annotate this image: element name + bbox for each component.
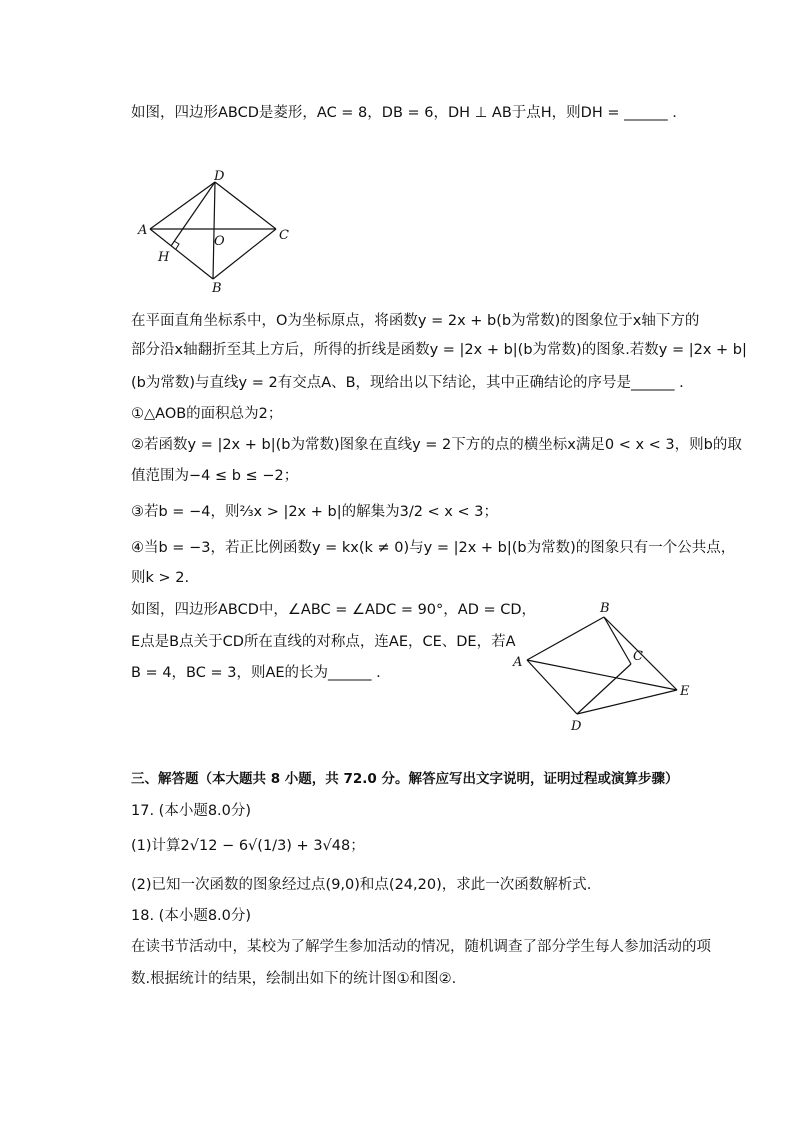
seg-DE — [577, 690, 677, 714]
label-C: C — [279, 228, 289, 243]
q16-line3: B = 4，BC = 3，则AE的长为______ . — [131, 665, 381, 681]
q18-line1: 在读书节活动中，某校为了解学生参加活动的情况，随机调查了部分学生每人参加活动的项 — [131, 939, 711, 955]
rhombus-figure — [135, 168, 315, 298]
q17-part1 — [131, 836, 365, 856]
label-A: A — [513, 655, 523, 670]
q15-line2: 部分沿x轴翻折至其上方后，所得的折线是函数y = |2x + b|(b为常数)的图象.若数y = |2x + b| — [131, 342, 747, 358]
label-C: C — [633, 649, 643, 664]
label-A: A — [138, 223, 148, 238]
label-B: B — [212, 281, 222, 296]
q14-text: 如图，四边形ABCD是菱形，AC = 8，DB = 6，DH ⊥ AB于点H，则DH = ______ . — [131, 105, 677, 121]
label-B: B — [600, 601, 610, 616]
q15-conclusion-1: ①△AOB的面积总为2； — [131, 406, 283, 422]
q15-conclusion-4a: ④当b = −3，若正比例函数y = kx(k ≠ 0)与y = |2x + b|(b为常数)的图象只有一个公共点， — [131, 540, 736, 556]
edge-DC — [215, 182, 276, 229]
q15-conclusion-3: ③若b = −4，则⅔x > |2x + b|的解集为3/2 < x < 3； — [131, 504, 498, 520]
label-D: D — [214, 169, 225, 184]
edge-AB — [527, 617, 604, 660]
seg-AE — [527, 660, 677, 690]
q17-part1-expression: 2√12 − 6√(1/3) + 3√48； — [180, 838, 365, 854]
q15-conclusion-2a: ②若函数y = |2x + b|(b为常数)图象在直线y = 2下方的点的横坐标x满足0 < x < 3，则b的取 — [131, 437, 742, 453]
right-angle-mark — [174, 241, 179, 249]
q17-part2: (2)已知一次函数的图象经过点(9,0)和点(24,20)，求此一次函数解析式. — [131, 877, 592, 893]
q18-line2: 数.根据统计的结果，绘制出如下的统计图①和图②. — [131, 971, 457, 987]
label-D: D — [571, 719, 582, 734]
q16-line1: 如图，四边形ABCD中，∠ABC = ∠ADC = 90°，AD = CD， — [131, 602, 537, 618]
q16-line2: E点是B点关于CD所在直线的对称点，连AE，CE、DE，若A — [131, 634, 516, 650]
diag-DB — [213, 182, 215, 279]
edge-AD — [150, 182, 215, 229]
q17-part1-prefix: (1)计算 — [131, 838, 181, 854]
q17-header: 17. (本小题8.0分) — [131, 803, 252, 819]
quadrilateral-figure — [505, 598, 705, 738]
label-O: O — [214, 234, 225, 249]
label-H: H — [158, 250, 170, 265]
section-3-title: 三、解答题（本大题共 8 小题，共 72.0 分。解答应写出文字说明，证明过程或演算步骤） — [131, 771, 679, 787]
q15-conclusion-2b: 值范围为−4 ≤ b ≤ −2； — [131, 468, 299, 484]
seg-DH — [171, 182, 215, 246]
q15-conclusion-4b: 则k > 2. — [131, 570, 190, 586]
q15-line3: (b为常数)与直线y = 2有交点A、B，现给出以下结论，其中正确结论的序号是______ . — [131, 375, 684, 391]
q15-line1: 在平面直角坐标系中，O为坐标原点，将函数y = 2x + b(b为常数)的图象位于x轴下方的 — [131, 313, 700, 329]
q18-header: 18. (本小题8.0分) — [131, 908, 252, 924]
label-E: E — [680, 684, 690, 699]
